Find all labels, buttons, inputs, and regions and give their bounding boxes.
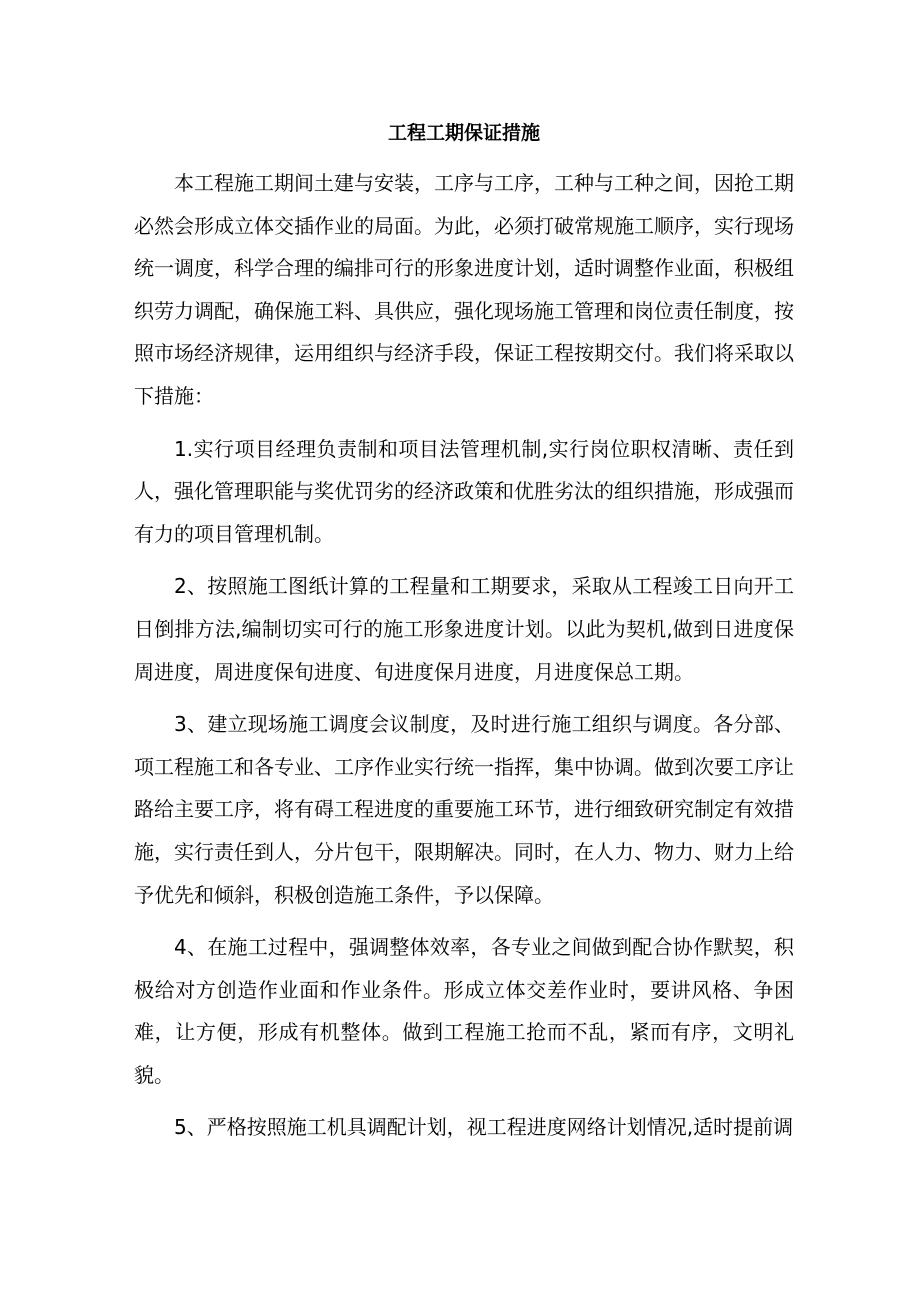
intro-paragraph: 本工程施工期间土建与安装，工序与工序，工种与工种之间，因抢工期必然会形成立体交插作业的局面。为此，必须打破常规施工顺序，实行现场统一调度，科学合理的编排可行的形象进度计划，适时调整作业面，积极组织劳力调配，确保施工料、具供应，强化现场施工管理和岗位责任制度，按照市场经济规律，运用组织与经济手段，保证工程按期交付。我们将采取以下措施： — [134, 171, 794, 408]
measure-paragraph-5: 5、严格按照施工机具调配计划，视工程进度网络计划情况,适时提前调 — [174, 1115, 794, 1140]
measure-paragraph-3: 3、建立现场施工调度会议制度，及时进行施工组织与调度。各分部、项工程施工和各专业、工序作业实行统一指挥，集中协调。做到次要工序让路给主要工序，将有碍工程进度的重要施工环节，进行细致研究制定有效措施，实行责任到人，分片包干，限期解决。同时，在人力、物力、财力上给予优先和倾斜，积极创造施工条件，予以保障。 — [134, 712, 794, 907]
document-title: 工程工期保证措施 — [387, 122, 540, 144]
measure-paragraph-1: 1.实行项目经理负责制和项目法管理机制,实行岗位职权清晰、责任到人，强化管理职能与奖优罚劣的经济政策和优胜劣汰的组织措施，形成强而有力的项目管理机制。 — [134, 436, 794, 546]
measure-paragraph-2: 2、按照施工图纸计算的工程量和工期要求，采取从工程竣工日向开工日倒排方法,编制切实可行的施工形象进度计划。以此为契机,做到日进度保周进度，周进度保旬进度、旬进度保月进度，月进度保总工期。 — [134, 574, 794, 684]
measure-paragraph-4: 4、在施工过程中，强调整体效率，各专业之间做到配合协作默契，积极给对方创造作业面和作业条件。形成立体交差作业时，要讲风格、争困难，让方便，形成有机整体。做到工程施工抢而不乱，紧而有序，文明礼貌。 — [134, 935, 794, 1087]
